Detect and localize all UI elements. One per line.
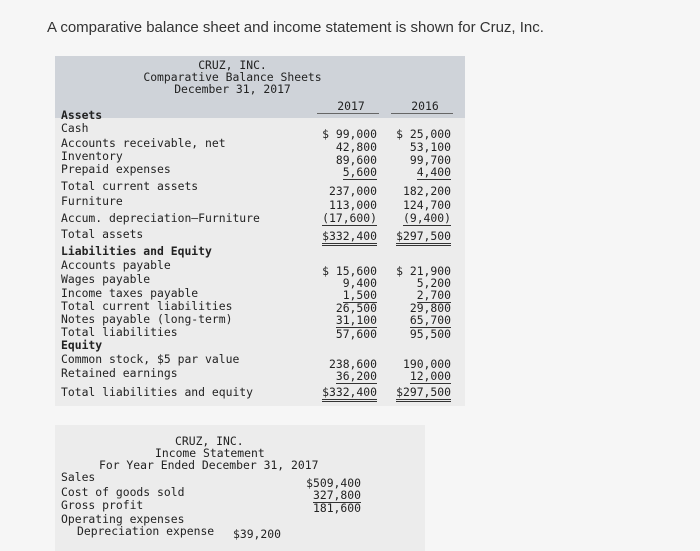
value-2016 <box>385 166 451 178</box>
value-2016 <box>385 289 451 301</box>
column-rule-2016 <box>391 113 453 114</box>
row-label: Total current liabilities <box>61 299 233 313</box>
row-label: Accounts receivable, net <box>61 136 226 150</box>
double-underlined-value: $332,400 <box>322 385 377 402</box>
row-label: Accum. depreciation—Furniture <box>61 211 260 225</box>
row-label: Gross profit <box>61 498 144 512</box>
value-2017 <box>305 166 377 178</box>
value-2017: 237,000 <box>328 184 377 198</box>
value-2016: 5,200 <box>416 276 451 290</box>
value-2017: 42,800 <box>335 140 377 154</box>
income-period: For Year Ended December 31, 2017 <box>99 458 319 472</box>
row-label: Wages payable <box>61 272 151 286</box>
row-label: Notes payable (long-term) <box>61 312 233 326</box>
value-2016: 124,700 <box>402 198 451 212</box>
underlined-value: 36,200 <box>335 369 377 383</box>
underlined-value: 31,100 <box>335 313 377 327</box>
row-label: Accounts payable <box>61 258 171 272</box>
section-equity: Equity <box>61 338 103 352</box>
value-2016 <box>385 314 451 326</box>
intro-text: A comparative balance sheet and income statement is shown for Cruz, Inc. <box>47 19 544 36</box>
value-2017: 89,600 <box>335 153 377 167</box>
underlined-value: 5,600 <box>342 165 377 179</box>
row-label: Income taxes payable <box>61 286 199 300</box>
row-label: Total liabilities and equity <box>61 385 254 399</box>
row-label: Prepaid expenses <box>61 162 171 176</box>
row-label: Retained earnings <box>61 366 178 380</box>
section-liabilities-equity: Liabilities and Equity <box>61 244 212 258</box>
column-header-2017: 2017 <box>337 99 365 113</box>
row-label: Common stock, $5 par value <box>61 352 240 366</box>
row-label: Inventory <box>61 149 123 163</box>
income-statement <box>55 425 425 551</box>
underlined-value: (17,600) <box>322 211 377 225</box>
balance-sheet <box>55 56 465 406</box>
underlined-value: 1,500 <box>342 288 377 302</box>
underlined-value: 327,800 <box>312 488 361 502</box>
value-2017 <box>305 230 377 242</box>
underlined-value: 2,700 <box>416 288 451 302</box>
value-2016 <box>385 370 451 382</box>
value-2016: $ 21,900 <box>396 264 451 278</box>
value-2017 <box>305 212 377 224</box>
double-underlined-value: $297,500 <box>396 385 451 402</box>
value-2016: 53,100 <box>409 140 451 154</box>
statement-date: December 31, 2017 <box>174 82 291 96</box>
value-2017: 9,400 <box>342 276 377 290</box>
income-title: Income Statement <box>155 446 265 460</box>
value-2016: $ 25,000 <box>396 127 451 141</box>
row-label: Total liabilities <box>61 325 178 339</box>
value-2016 <box>385 386 451 398</box>
statement-title: Comparative Balance Sheets <box>143 70 322 84</box>
income-value <box>295 489 361 501</box>
value-2016 <box>385 212 451 224</box>
value-2017 <box>305 386 377 398</box>
row-label: Operating expenses <box>61 512 185 526</box>
underlined-value: 65,700 <box>409 313 451 327</box>
income-subvalue: $39,200 <box>232 527 281 541</box>
column-header-2016: 2016 <box>411 99 439 113</box>
row-label: Total assets <box>61 227 144 241</box>
row-label: Total current assets <box>61 179 199 193</box>
row-label: Sales <box>61 470 96 484</box>
value-2017: 113,000 <box>328 198 377 212</box>
double-underlined-value: $332,400 <box>322 229 377 246</box>
value-2017 <box>305 370 377 382</box>
value-2017: 57,600 <box>335 327 377 341</box>
underlined-value: 12,000 <box>409 369 451 383</box>
section-assets: Assets <box>61 108 103 122</box>
company-name: CRUZ, INC. <box>198 58 267 72</box>
balance-sheet-header <box>55 56 465 118</box>
row-label: Furniture <box>61 194 123 208</box>
value-2016: 99,700 <box>409 153 451 167</box>
underlined-value: (9,400) <box>402 211 451 225</box>
value-2016: 29,800 <box>409 301 451 315</box>
value-2016: 95,500 <box>409 327 451 341</box>
value-2017: $ 15,600 <box>322 264 377 278</box>
value-2016 <box>385 230 451 242</box>
column-rule-2017 <box>317 113 379 114</box>
value-2017: $ 99,000 <box>322 127 377 141</box>
value-2017: 238,600 <box>328 357 377 371</box>
income-value: 181,600 <box>312 501 361 515</box>
value-2016: 190,000 <box>402 357 451 371</box>
value-2017: 26,500 <box>335 301 377 315</box>
double-underlined-value: $297,500 <box>396 229 451 246</box>
value-2017 <box>305 289 377 301</box>
income-value: $509,400 <box>306 476 361 490</box>
row-label: Depreciation expense <box>77 524 215 538</box>
value-2016: 182,200 <box>402 184 451 198</box>
value-2017 <box>305 314 377 326</box>
row-label: Cost of goods sold <box>61 485 185 499</box>
income-company-name: CRUZ, INC. <box>175 434 244 448</box>
underlined-value: 4,400 <box>416 165 451 179</box>
row-label: Cash <box>61 121 89 135</box>
